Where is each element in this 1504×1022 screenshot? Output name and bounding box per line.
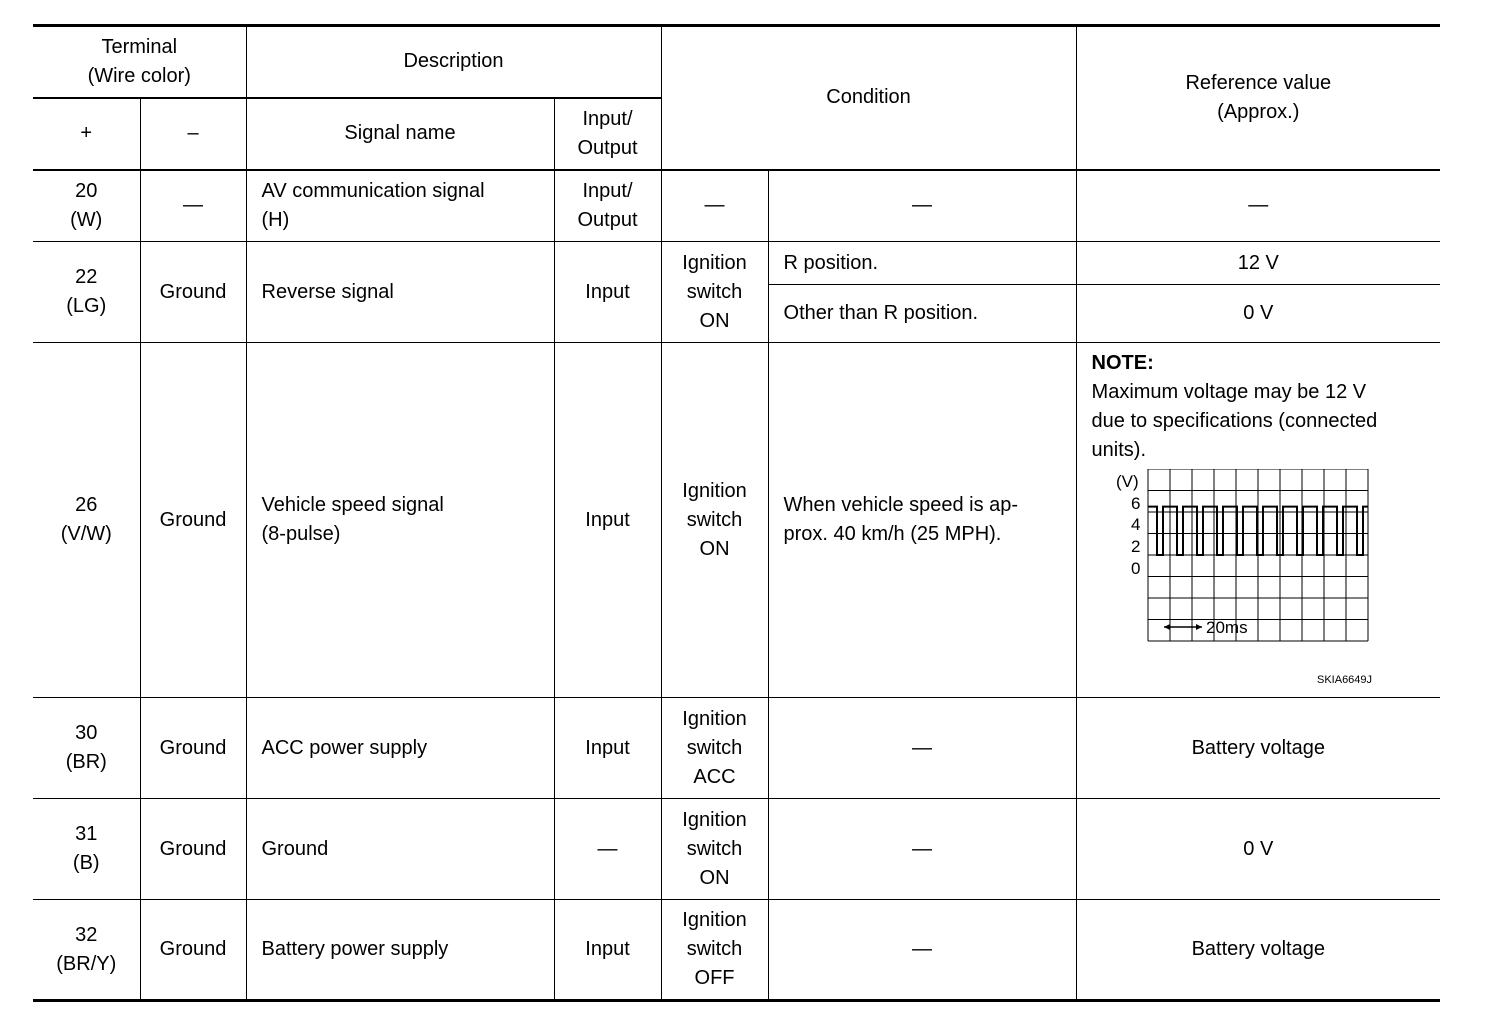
note-title: NOTE: xyxy=(1091,352,1154,374)
signal-cell: AV communication signal (H) xyxy=(246,170,554,242)
time-label: 20ms xyxy=(1205,618,1248,637)
reference-cell: 12 V xyxy=(1076,242,1440,285)
minus-cell: Ground xyxy=(140,698,246,799)
table-row xyxy=(33,170,1440,242)
condition-switch-cell: — xyxy=(661,170,768,242)
io-cell: — xyxy=(554,799,661,900)
terminal-cell: 22 (LG) xyxy=(33,242,140,343)
signal-cell: Ground xyxy=(246,799,554,900)
io-cell: Input xyxy=(554,698,661,799)
arrow-right-head xyxy=(1196,624,1202,630)
condition-detail-cell: R position. xyxy=(768,242,1076,285)
condition-switch-cell: Ignition switch ON xyxy=(661,242,768,343)
table-row xyxy=(33,900,1440,1001)
condition-detail-cell: — xyxy=(768,170,1076,242)
note-line: Maximum voltage may be 12 V xyxy=(1091,381,1367,403)
reference-note-cell xyxy=(1076,343,1440,698)
terminal-table xyxy=(33,24,1440,1002)
terminal-cell: 32 (BR/Y) xyxy=(33,900,140,1001)
minus-cell: — xyxy=(140,170,246,242)
header-minus: – xyxy=(140,98,246,170)
reference-cell: Battery voltage xyxy=(1076,900,1440,1001)
table-row xyxy=(33,343,1440,698)
reference-cell: 0 V xyxy=(1076,799,1440,900)
table-row xyxy=(33,698,1440,799)
terminal-cell: 31 (B) xyxy=(33,799,140,900)
minus-cell: Ground xyxy=(140,343,246,698)
terminal-cell: 26 (V/W) xyxy=(33,343,140,698)
condition-detail-cell: — xyxy=(768,698,1076,799)
condition-detail-cell: When vehicle speed is ap- prox. 40 km/h (25 MPH). xyxy=(768,343,1076,698)
header-terminal: Terminal (Wire color) xyxy=(33,26,246,98)
signal-cell: ACC power supply xyxy=(246,698,554,799)
io-cell: Input xyxy=(554,900,661,1001)
header-description: Description xyxy=(246,26,661,98)
header-plus: + xyxy=(33,98,140,170)
condition-switch-cell: Ignition switch ACC xyxy=(661,698,768,799)
io-cell: Input xyxy=(554,343,661,698)
condition-detail-cell: — xyxy=(768,900,1076,1001)
minus-cell: Ground xyxy=(140,900,246,1001)
wave-unit-label: (V) xyxy=(1115,472,1139,491)
reference-cell: Battery voltage xyxy=(1076,698,1440,799)
condition-switch-cell: Ignition switch OFF xyxy=(661,900,768,1001)
io-cell: Input xyxy=(554,242,661,343)
terminal-cell: 30 (BR) xyxy=(33,698,140,799)
reference-cell: 0 V xyxy=(1076,285,1440,343)
signal-cell: Vehicle speed signal (8-pulse) xyxy=(246,343,554,698)
note-line: units). xyxy=(1091,439,1146,461)
reference-cell: — xyxy=(1076,170,1440,242)
condition-switch-cell: Ignition switch ON xyxy=(661,799,768,900)
signal-cell: Battery power supply xyxy=(246,900,554,1001)
wave-tick-label: 6 xyxy=(1130,494,1140,513)
header-signal-name: Signal name xyxy=(246,98,554,170)
waveform-svg xyxy=(1092,469,1392,697)
minus-cell: Ground xyxy=(140,242,246,343)
terminal-cell: 20 (W) xyxy=(33,170,140,242)
figure-id: SKIA6649J xyxy=(1316,674,1372,686)
header-condition: Condition xyxy=(661,26,1076,170)
wave-tick-label: 4 xyxy=(1130,515,1140,534)
wave-tick-label: 0 xyxy=(1130,559,1140,578)
signal-cell: Reverse signal xyxy=(246,242,554,343)
io-cell: Input/ Output xyxy=(554,170,661,242)
wave-signal-line xyxy=(1148,507,1368,555)
table-row xyxy=(33,242,1440,285)
condition-detail-cell: Other than R position. xyxy=(768,285,1076,343)
wave-tick-label: 2 xyxy=(1130,537,1140,556)
header-io: Input/ Output xyxy=(554,98,661,170)
condition-detail-cell: — xyxy=(768,799,1076,900)
table-row xyxy=(33,799,1440,900)
minus-cell: Ground xyxy=(140,799,246,900)
arrow-left-head xyxy=(1164,624,1170,630)
note-line: due to specifications (connected xyxy=(1091,410,1378,432)
header-reference: Reference value (Approx.) xyxy=(1076,26,1440,170)
waveform-figure xyxy=(1092,469,1392,697)
condition-switch-cell: Ignition switch ON xyxy=(661,343,768,698)
